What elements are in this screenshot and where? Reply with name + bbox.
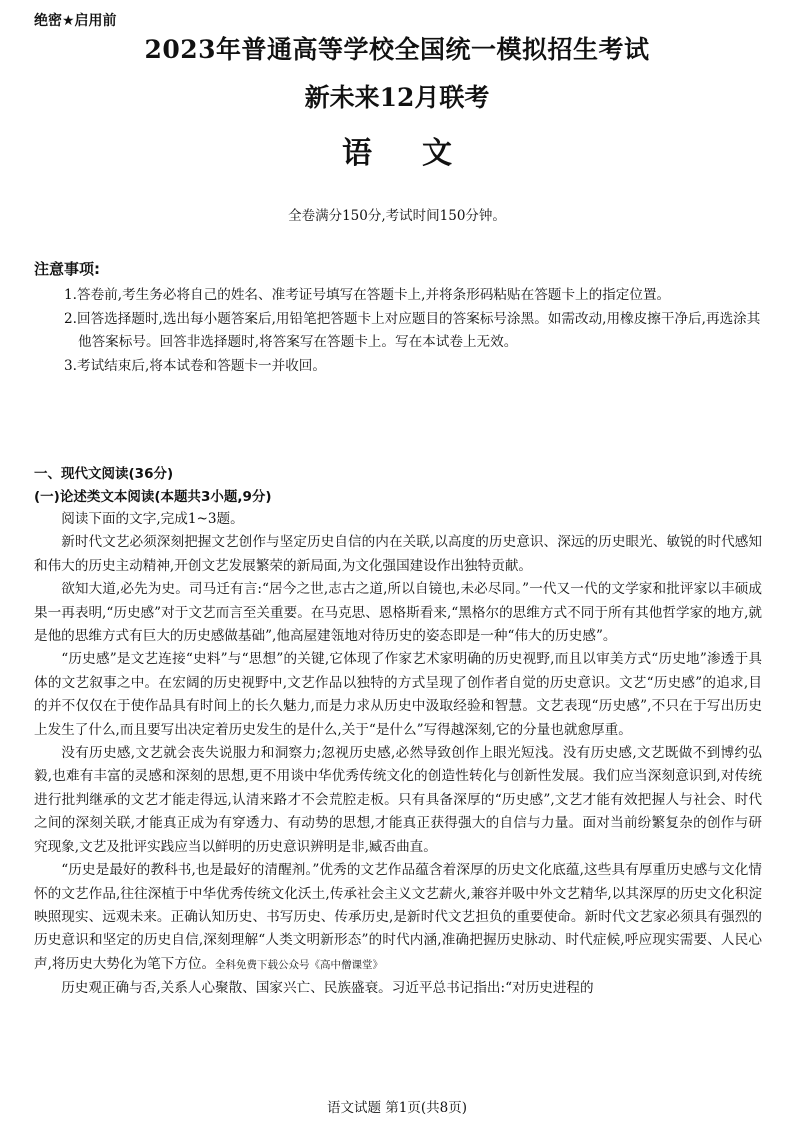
passage-paragraph	[34, 859, 762, 977]
subsection-heading: (一)论述类文本阅读(本题共3小题,9分)	[34, 489, 272, 505]
secret-mark: 绝密★启用前	[34, 13, 117, 29]
section-heading: 一、现代文阅读(36分)	[34, 466, 174, 482]
instruction-text: 阅读下面的文字,完成1~3题。	[61, 511, 244, 527]
notice-list	[64, 284, 764, 378]
passage-paragraph: 欲知大道,必先为史。司马迁有言:“居今之世,志古之道,所以自镜也,未必尽同。”一代又一代的文学家和批评家以丰硕成果一再表明,“历史感”对于文艺而言至关重要。在马克思、恩格斯看来,“黑格尔的思维方式不同于所有其他哲学家的地方,就是他的思维方式有巨大的历史感做基础”,他高屋建瓴地对待历史的姿态即是一种“伟大的历史感”。	[34, 581, 762, 645]
notice-item: 3.考试结束后,将本试卷和答题卡一并收回。	[64, 357, 326, 374]
passage-paragraph: 新时代文艺必须深刻把握文艺创作与坚定历史自信的内在关联,以高度的历史意识、深远的历史眼光、敏锐的时代感知和伟大的历史主动精神,开创文艺发展繁荣的新局面,为文化强国建设作出独特贡献。	[34, 534, 762, 574]
notice-item: 2.回答选择题时,选出每小题答案后,用铅笔把答题卡上对应题目的答案标号涂黑。如需改动,用橡皮擦干净后,再选涂其他答案标号。回答非选择题时,将答案写在答题卡上。写在本试卷上无效。	[64, 310, 761, 350]
passage-paragraph: 历史观正确与否,关系人心聚散、国家兴亡、民族盛衰。习近平总书记指出:“对历史进程的	[61, 980, 594, 997]
reading-passage	[34, 508, 762, 1001]
page-footer: 语文试题 第1页(共8页)	[326, 1100, 467, 1116]
passage-paragraph: 没有历史感,文艺就会丧失说服力和洞察力;忽视历史感,必然导致创作上眼光短浅。没有历史感,文艺既做不到博约弘毅,也难有丰富的灵感和深刻的思想,更不用谈中华优秀传统文化的创造性转化与创新性发展。我们应当深刻意识到,对传统进行批判继承的文艺才能走得远,认清来路才不会荒腔走板。只有具备深厚的“历史感”,文艺才能有效把握人与社会、时代之间的深刻关联,才能真正成为有穿透力、有动势的思想,才能真正获得强大的自信与力量。面对当前纷繁复杂的创作与研究现象,文艺及批评实践应当以鲜明的历史意识辨明是非,臧否曲直。	[34, 745, 762, 855]
notice-heading: 注意事项:	[34, 260, 100, 278]
exam-subtitle: 新未来12月联考	[304, 83, 490, 112]
subject-title: 语文	[342, 136, 502, 171]
passage-paragraph-text: “历史是最好的教科书,也是最好的清醒剂。”优秀的文艺作品蕴含着深厚的历史文化底蕴,这些具有厚重历史感与文化情怀的文艺作品,往往深植于中华优秀传统文化沃土,传承社会主义文艺薪火,兼容并吸中外文艺精华,以其深厚的历史文化积淀映照现实、远观未来。正确认知历史、书写历史、传承历史,是新时代文艺担负的重要使命。新时代文艺家必须具有强烈的历史意识和坚定的历史自信,深刻理解“人类文明新形态”的时代内涵,准确把握历史脉动、时代症候,呼应现实需要、人民心声,将历史大势化为笔下方位。	[34, 862, 762, 972]
passage-paragraph: “历史感”是文艺连接“史料”与“思想”的关键,它体现了作家艺术家明确的历史视野,而且以审美方式“历史地”渗透于具体的文艺叙事之中。在宏阔的历史视野中,文艺作品以独特的方式呈现了创作者自觉的历史意识。文艺“历史感”的追求,目的并不仅仅在于使作品具有时间上的长久魅力,而是力求从历史中汲取经验和智慧。文艺表现“历史感”,不只在于写出历史上发生了什么,而且要写出决定着历史发生的是什么,关于“是什么”写得越深刻,它的分量也就愈厚重。	[34, 651, 762, 738]
exam-title: 2023年普通高等学校全国统一模拟招生考试	[144, 35, 650, 64]
promo-note: 全科免费下载公众号《高中僧课堂》	[215, 958, 384, 971]
notice-item: 1.答卷前,考生务必将自己的姓名、准考证号填写在答题卡上,并将条形码粘贴在答题卡上的指定位置。	[64, 287, 671, 303]
score-info: 全卷满分150分,考试时间150分钟。	[288, 208, 506, 224]
